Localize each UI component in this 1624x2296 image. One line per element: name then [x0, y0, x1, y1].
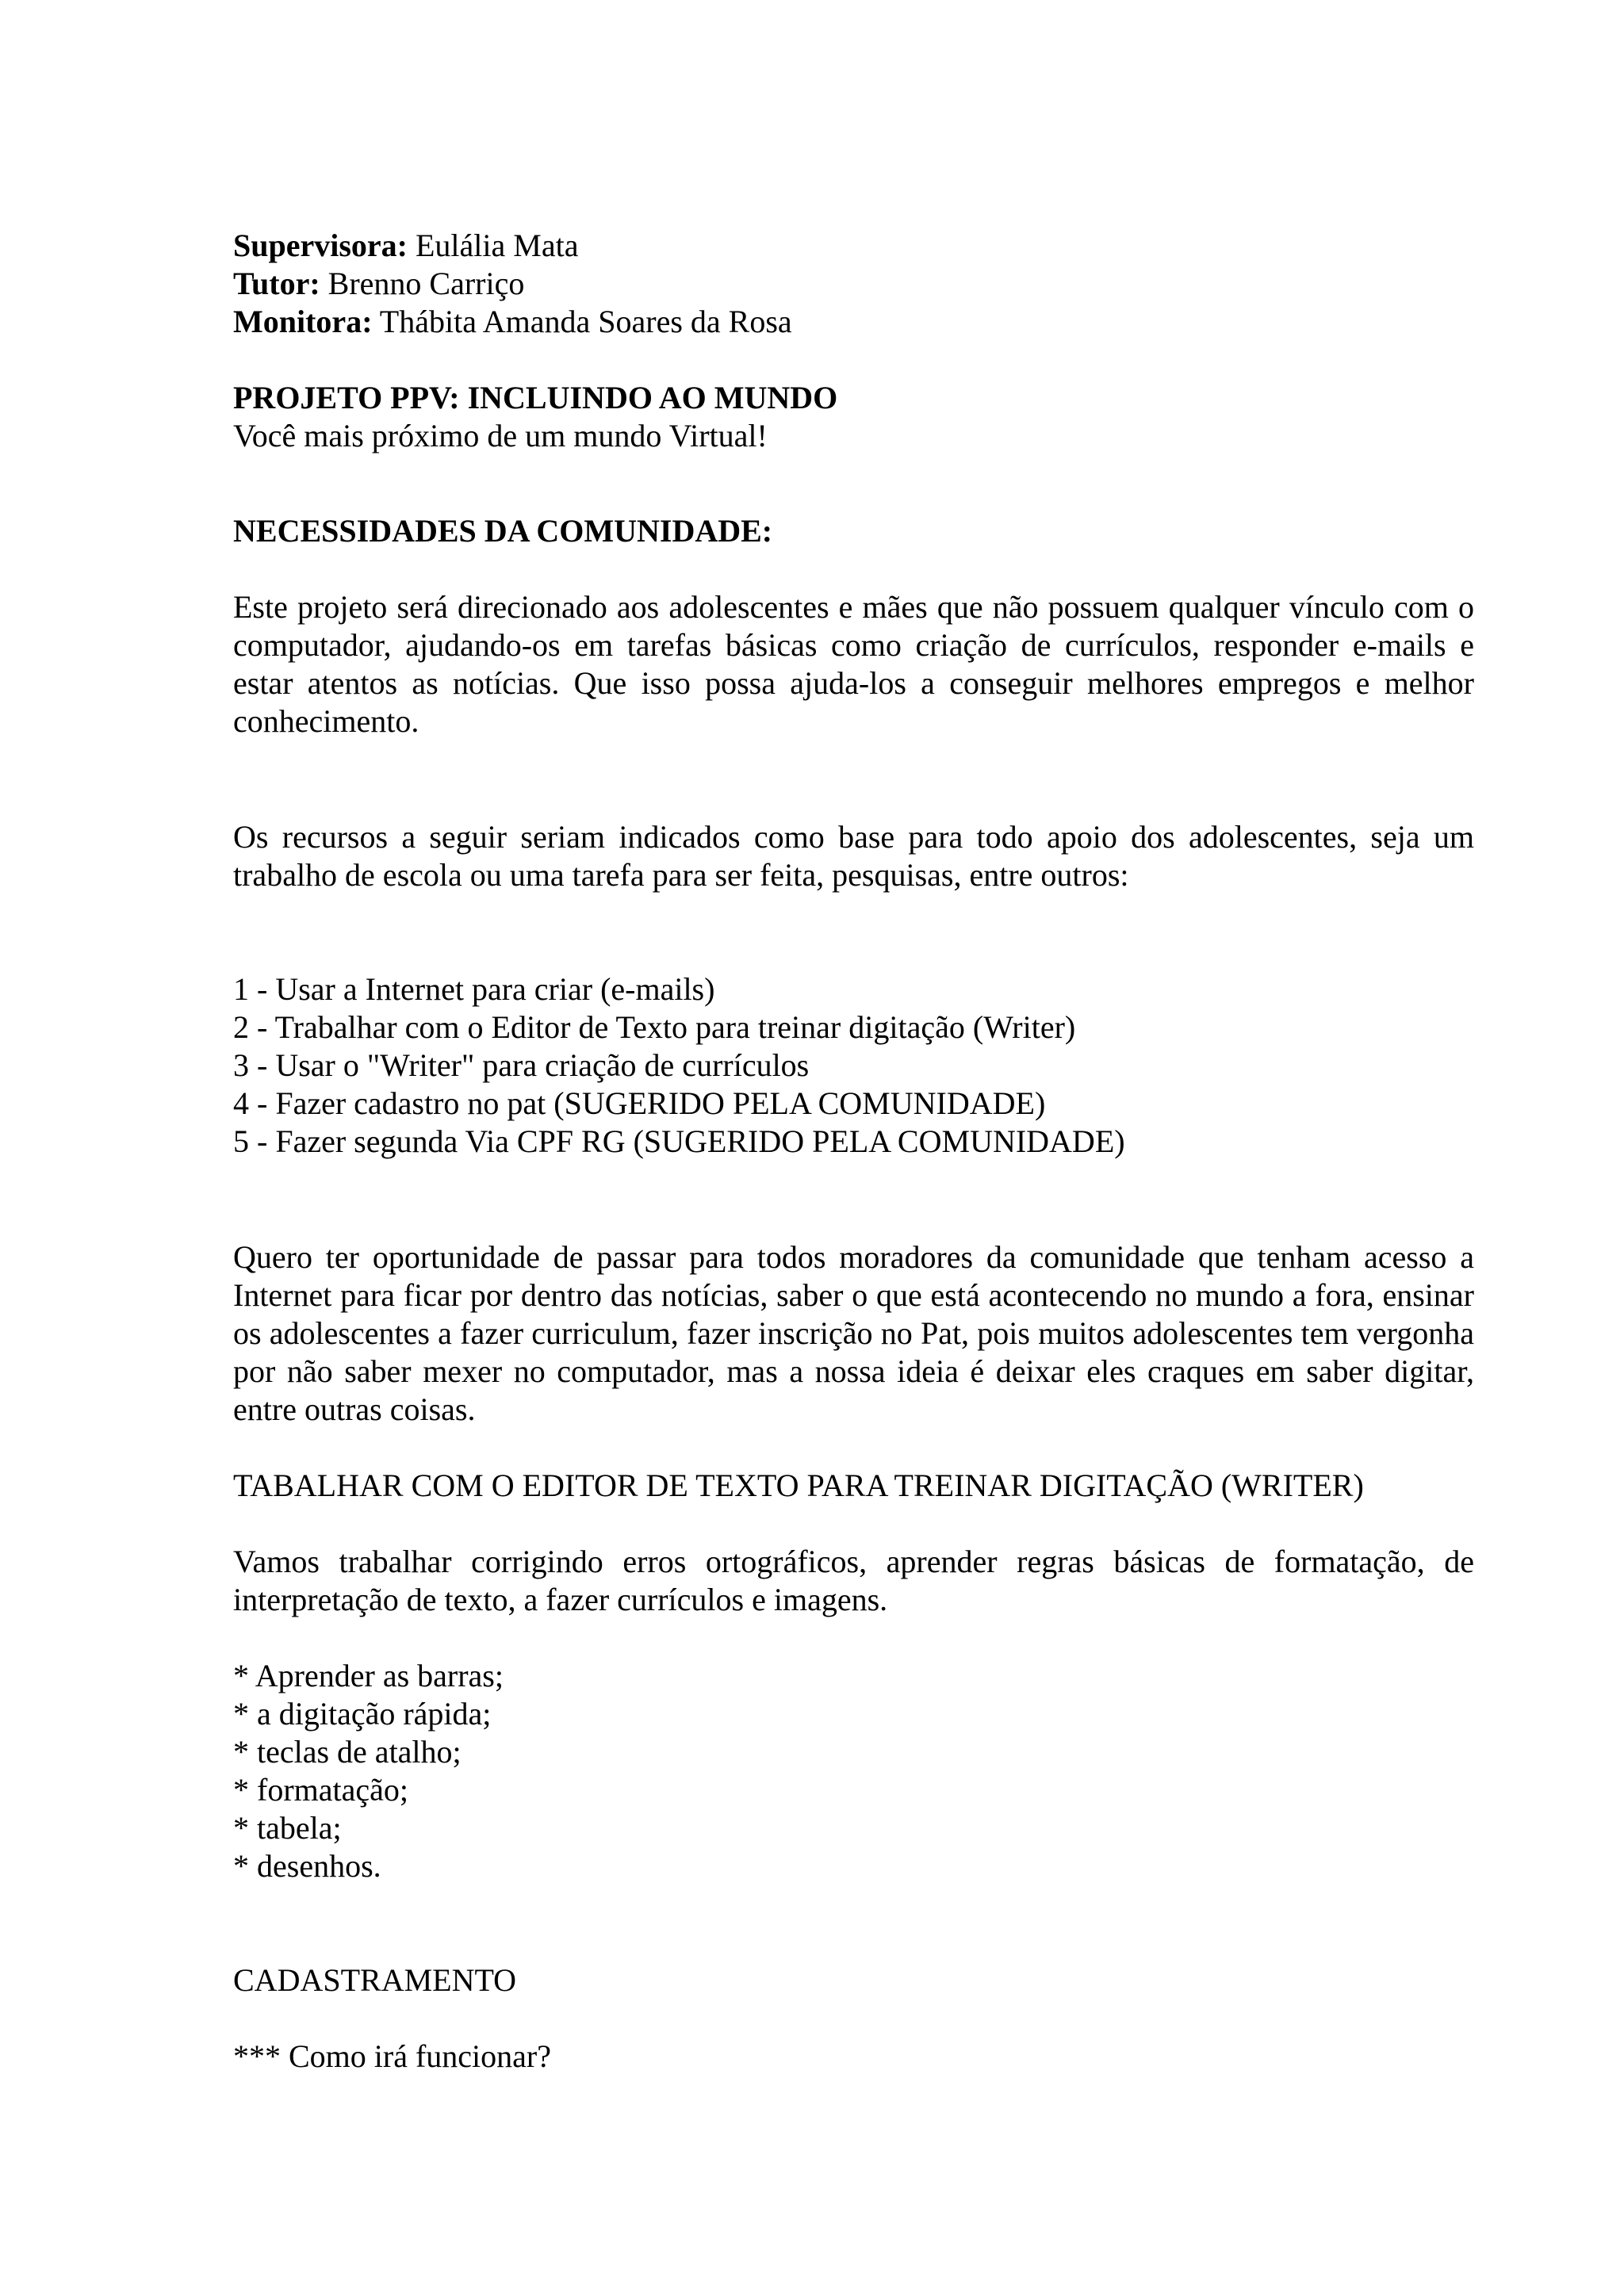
tutor-line [233, 265, 1474, 303]
list-item: * formatação; [233, 1772, 408, 1808]
list-item: * teclas de atalho; [233, 1734, 462, 1770]
list-item: * desenhos. [233, 1848, 381, 1884]
monitora-line [233, 303, 1474, 341]
tutor-label: Tutor: [233, 266, 320, 301]
project-title-text: PROJETO PPV: INCLUINDO AO MUNDO [233, 380, 838, 415]
monitora-name: Thábita Amanda Soares da Rosa [372, 304, 792, 339]
registration-heading: CADASTRAMENTO [233, 1962, 517, 1998]
needs-heading [233, 512, 1474, 550]
list-item: * tabela; [233, 1810, 342, 1846]
needs-paragraph: Este projeto será direcionado aos adolescentes e mães que não possuem qualquer vínculo com o computador, ajudando-os em tarefas básicas como criação de currículos, responder e-mails e estar atentos as notícias. Que isso possa ajuda-los a conseguir melhores empregos e melhor conhecimento. [233, 589, 1474, 739]
project-subtitle: Você mais próximo de um mundo Virtual! [233, 418, 768, 453]
registration-question: *** Como irá funcionar? [233, 2038, 551, 2074]
tutor-name: Brenno Carriço [320, 266, 525, 301]
list-item: 1 - Usar a Internet para criar (e-mails) [233, 971, 715, 1007]
list-item: 2 - Trabalhar com o Editor de Texto para treinar digitação (Writer) [233, 1009, 1076, 1045]
supervisora-name: Eulália Mata [408, 228, 579, 263]
supervisora-label: Supervisora: [233, 228, 408, 263]
resources-paragraph: Os recursos a seguir seriam indicados como base para todo apoio dos adolescentes, seja um trabalho de escola ou uma tarefa para ser feita, pesquisas, entre outros: [233, 819, 1474, 893]
list-item: * Aprender as barras; [233, 1658, 504, 1693]
supervisora-line [233, 227, 1474, 265]
needs-heading-text: NECESSIDADES DA COMUNIDADE: [233, 513, 773, 549]
document-body [233, 227, 1474, 2076]
list-item: 3 - Usar o "Writer" para criação de currículos [233, 1047, 810, 1083]
list-item: 4 - Fazer cadastro no pat (SUGERIDO PELA COMUNIDADE) [233, 1085, 1046, 1121]
resources-list [233, 970, 1474, 1161]
project-title [233, 379, 1474, 417]
writer-heading: TABALHAR COM O EDITOR DE TEXTO PARA TREINAR DIGITAÇÃO (WRITER) [233, 1468, 1364, 1503]
list-item: * a digitação rápida; [233, 1696, 492, 1732]
monitora-label: Monitora: [233, 304, 373, 339]
writer-topics-list [233, 1657, 1474, 1885]
goal-paragraph: Quero ter oportunidade de passar para todos moradores da comunidade que tenham acesso a Internet para ficar por dentro das notícias, saber o que está acontecendo no mundo a fora, ensinar os adolescentes a fazer curriculum, fazer inscrição no Pat, pois muitos adolescentes tem vergonha por não saber mexer no computador, mas a nossa ideia é deixar eles craques em saber digitar, entre outras coisas. [233, 1239, 1474, 1427]
writer-paragraph: Vamos trabalhar corrigindo erros ortográficos, aprender regras básicas de formatação, de interpretação de texto, a fazer currículos e imagens. [233, 1544, 1474, 1617]
list-item: 5 - Fazer segunda Via CPF RG (SUGERIDO PELA COMUNIDADE) [233, 1123, 1125, 1159]
